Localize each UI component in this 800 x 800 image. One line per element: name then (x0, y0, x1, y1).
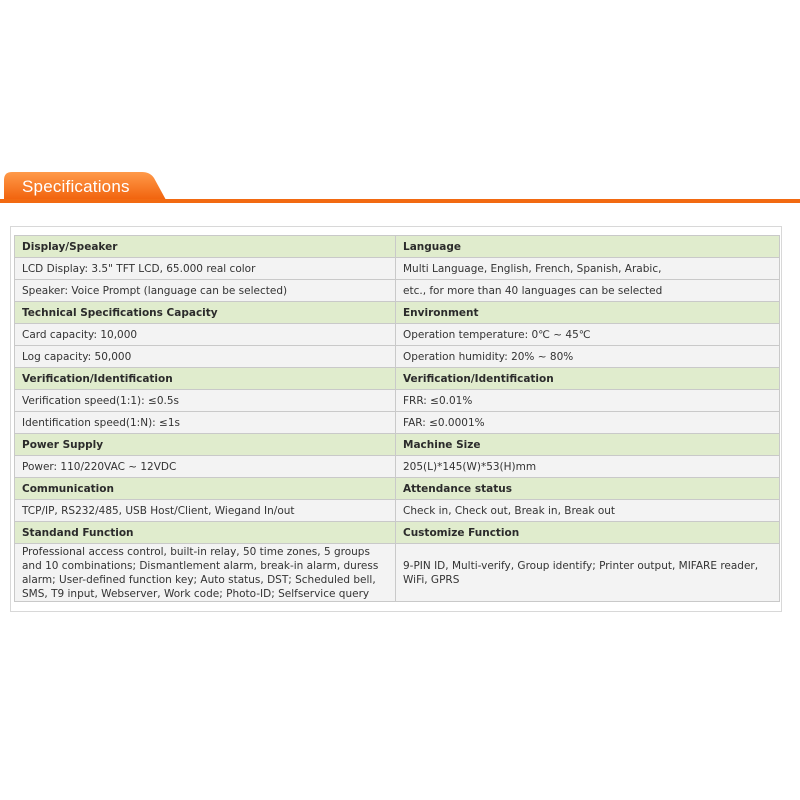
section-heading: Display/Speaker (15, 236, 396, 258)
section-heading: Attendance status (396, 478, 780, 500)
section-heading-row (15, 368, 780, 390)
spec-row (15, 500, 780, 522)
spec-cell: Card capacity: 10,000 (15, 324, 396, 346)
section-heading-customize: Customize Function (396, 522, 780, 544)
spec-cell: Log capacity: 50,000 (15, 346, 396, 368)
spec-cell: TCP/IP, RS232/485, USB Host/Client, Wiegand In/out (15, 500, 396, 522)
spec-row (15, 346, 780, 368)
header-underline (0, 199, 800, 203)
spec-cell: FAR: ≤0.0001% (396, 412, 780, 434)
section-heading: Technical Specifications Capacity (15, 302, 396, 324)
section-heading-row (15, 302, 780, 324)
spec-cell: Multi Language, English, French, Spanish, Arabic, (396, 258, 780, 280)
section-heading: Standand Function (15, 522, 396, 544)
section-heading: Communication (15, 478, 396, 500)
spec-row (15, 390, 780, 412)
spec-cell: Professional access control, built-in relay, 50 time zones, 5 groups and 10 combinations; Dismantlement alarm, break-in alarm, duress alarm; User-defined function key; Auto status, DST; Scheduled bell, SMS, T9 input, Webserver, Work code; Photo-ID; Selfservice query (15, 544, 396, 602)
spec-cell: etc., for more than 40 languages can be selected (396, 280, 780, 302)
spec-cell: 9-PIN ID, Multi-verify, Group identify; Printer output, MIFARE reader, WiFi, GPRS (396, 544, 780, 602)
specifications-tab (4, 172, 166, 200)
spec-cell: Operation humidity: 20% ~ 80% (396, 346, 780, 368)
spec-row (15, 456, 780, 478)
section-heading-row (15, 478, 780, 500)
section-heading: Environment (396, 302, 780, 324)
section-heading: Language (396, 236, 780, 258)
spec-cell: FRR: ≤0.01% (396, 390, 780, 412)
spec-cell: 205(L)*145(W)*53(H)mm (396, 456, 780, 478)
spec-cell: Verification speed(1:1): ≤0.5s (15, 390, 396, 412)
section-heading: Machine Size (396, 434, 780, 456)
page-title: Specifications (22, 177, 130, 196)
spec-row (15, 544, 780, 602)
section-heading-row (15, 434, 780, 456)
spec-cell: LCD Display: 3.5" TFT LCD, 65.000 real color (15, 258, 396, 280)
section-heading: Verification/Identification (396, 368, 780, 390)
section-heading-row (15, 522, 780, 544)
specifications-table (14, 235, 780, 602)
specifications-header (0, 172, 800, 204)
spec-cell: Speaker: Voice Prompt (language can be selected) (15, 280, 396, 302)
section-heading: Power Supply (15, 434, 396, 456)
specifications-panel (10, 226, 782, 612)
spec-cell: Operation temperature: 0℃ ~ 45℃ (396, 324, 780, 346)
spec-row (15, 412, 780, 434)
spec-cell: Check in, Check out, Break in, Break out (396, 500, 780, 522)
spec-row (15, 324, 780, 346)
spec-cell: Identification speed(1:N): ≤1s (15, 412, 396, 434)
section-heading-row (15, 236, 780, 258)
section-heading: Verification/Identification (15, 368, 396, 390)
spec-row (15, 280, 780, 302)
spec-row (15, 258, 780, 280)
spec-cell: Power: 110/220VAC ~ 12VDC (15, 456, 396, 478)
